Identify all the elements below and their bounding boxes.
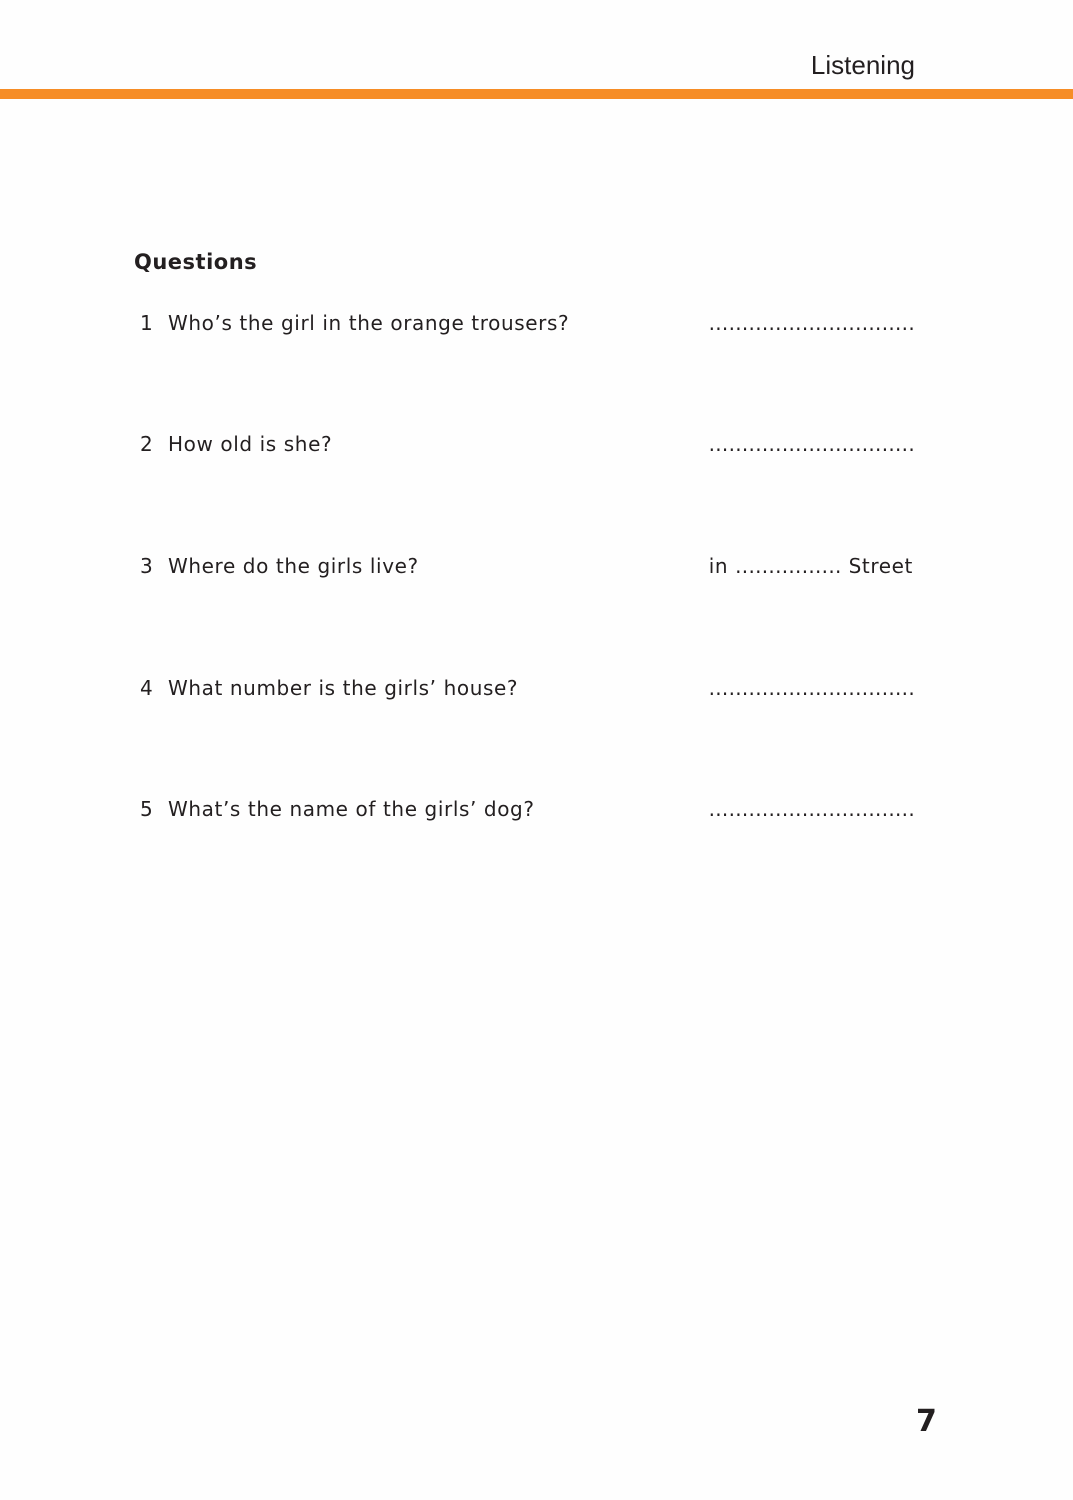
answer-blank[interactable]: [709, 432, 915, 456]
answer-dots[interactable]: ................: [735, 554, 842, 578]
question-text: How old is she?: [168, 432, 333, 456]
answer-dots[interactable]: ...............................: [708, 797, 915, 821]
question-text: Who’s the girl in the orange trousers?: [168, 311, 570, 335]
answer-prefix: in: [708, 554, 736, 578]
question-3: [140, 554, 915, 584]
answer-blank[interactable]: [709, 797, 915, 821]
answer-suffix: Street: [841, 554, 913, 578]
answer-dots[interactable]: ...............................: [708, 432, 915, 456]
answer-blank[interactable]: [709, 554, 913, 578]
question-4: [140, 676, 915, 706]
question-text: Where do the girls live?: [168, 554, 419, 578]
question-2: [140, 432, 915, 462]
answer-dots[interactable]: ...............................: [708, 311, 915, 335]
question-text: What’s the name of the girls’ dog?: [168, 797, 535, 821]
question-number: 5: [140, 797, 153, 821]
answer-blank[interactable]: [709, 676, 915, 700]
question-text: What number is the girls’ house?: [168, 676, 519, 700]
answer-blank[interactable]: [709, 311, 915, 335]
page-number: 7: [916, 1404, 937, 1439]
question-1: [140, 311, 915, 341]
question-number: 3: [140, 554, 153, 578]
question-number: 1: [140, 311, 153, 335]
question-number: 2: [140, 432, 153, 456]
answer-dots[interactable]: ...............................: [708, 676, 915, 700]
questions-heading: Questions: [134, 250, 258, 274]
header-divider: [0, 89, 1073, 99]
question-5: [140, 797, 915, 827]
section-title: Listening: [810, 50, 915, 80]
question-number: 4: [140, 676, 153, 700]
